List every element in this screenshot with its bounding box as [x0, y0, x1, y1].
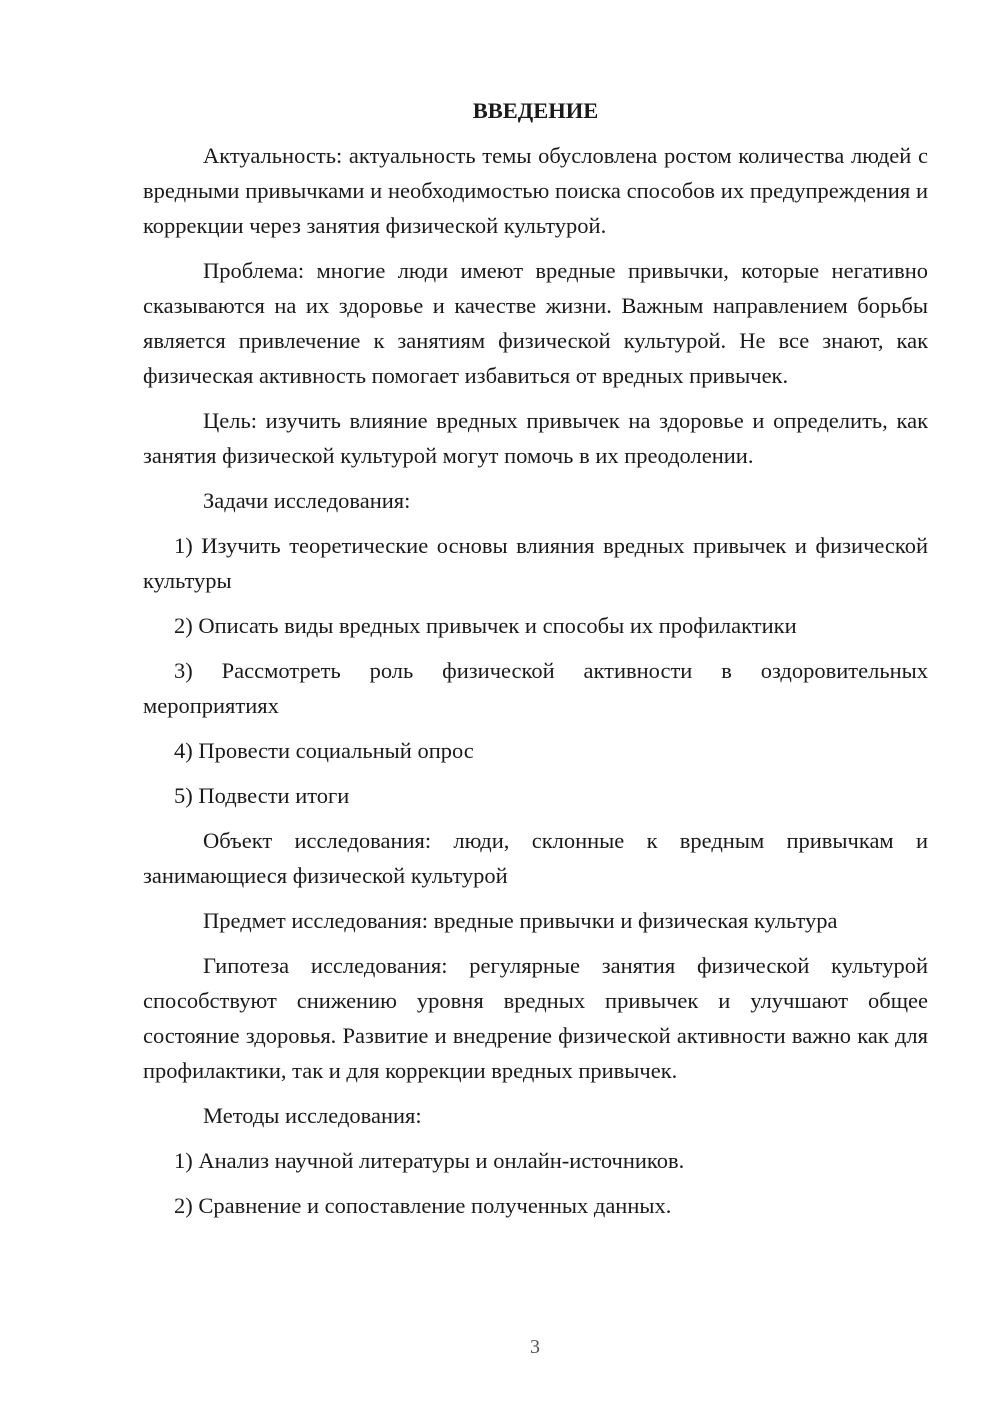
- task-item-4: 4) Провести социальный опрос: [174, 738, 474, 763]
- subject-paragraph: Предмет исследования: вредные привычки и физическая культура: [203, 908, 838, 933]
- tasks-heading: Задачи исследования:: [203, 488, 411, 513]
- task-item-5: 5) Подвести итоги: [174, 783, 350, 808]
- methods-heading: Методы исследования:: [203, 1103, 422, 1128]
- hypothesis-paragraph: Гипотеза исследования: регулярные занятия физической культурой способствуют снижению уровня вредных привычек и улучшают общее состояние здоровья. Развитие и внедрение физической активности важно как для профилактики, так и для коррекции вредных привычек.: [143, 953, 928, 1083]
- method-item-1: 1) Анализ научной литературы и онлайн-источников.: [174, 1148, 685, 1173]
- problem-paragraph: Проблема: многие люди имеют вредные привычки, которые негативно сказываются на их здоровье и качестве жизни. Важным направлением борьбы является привлечение к занятиям физической культурой. Не все знают, как физическая активность помогает избавиться от вредных привычек.: [143, 258, 928, 388]
- goal-paragraph: Цель: изучить влияние вредных привычек на здоровье и определить, как занятия физической культурой могут помочь в их преодолении.: [143, 408, 928, 468]
- task-item-2: 2) Описать виды вредных привычек и способы их профилактики: [174, 613, 797, 638]
- task-item-1: 1) Изучить теоретические основы влияния вредных привычек и физической культуры: [143, 533, 928, 593]
- page-number: 3: [530, 1336, 540, 1358]
- relevance-paragraph: Актуальность: актуальность темы обусловлена ростом количества людей с вредными привычками и необходимостью поиска способов их предупреждения и коррекции через занятия физической культурой.: [143, 143, 928, 238]
- object-paragraph: Объект исследования: люди, склонные к вредным привычкам и занимающиеся физической культурой: [143, 828, 928, 888]
- page-content: [143, 93, 928, 1233]
- task-item-3: 3) Рассмотреть роль физической активности в оздоровительных мероприятиях: [143, 658, 928, 718]
- method-item-2: 2) Сравнение и сопоставление полученных данных.: [174, 1193, 672, 1218]
- section-title: ВВЕДЕНИЕ: [472, 98, 599, 123]
